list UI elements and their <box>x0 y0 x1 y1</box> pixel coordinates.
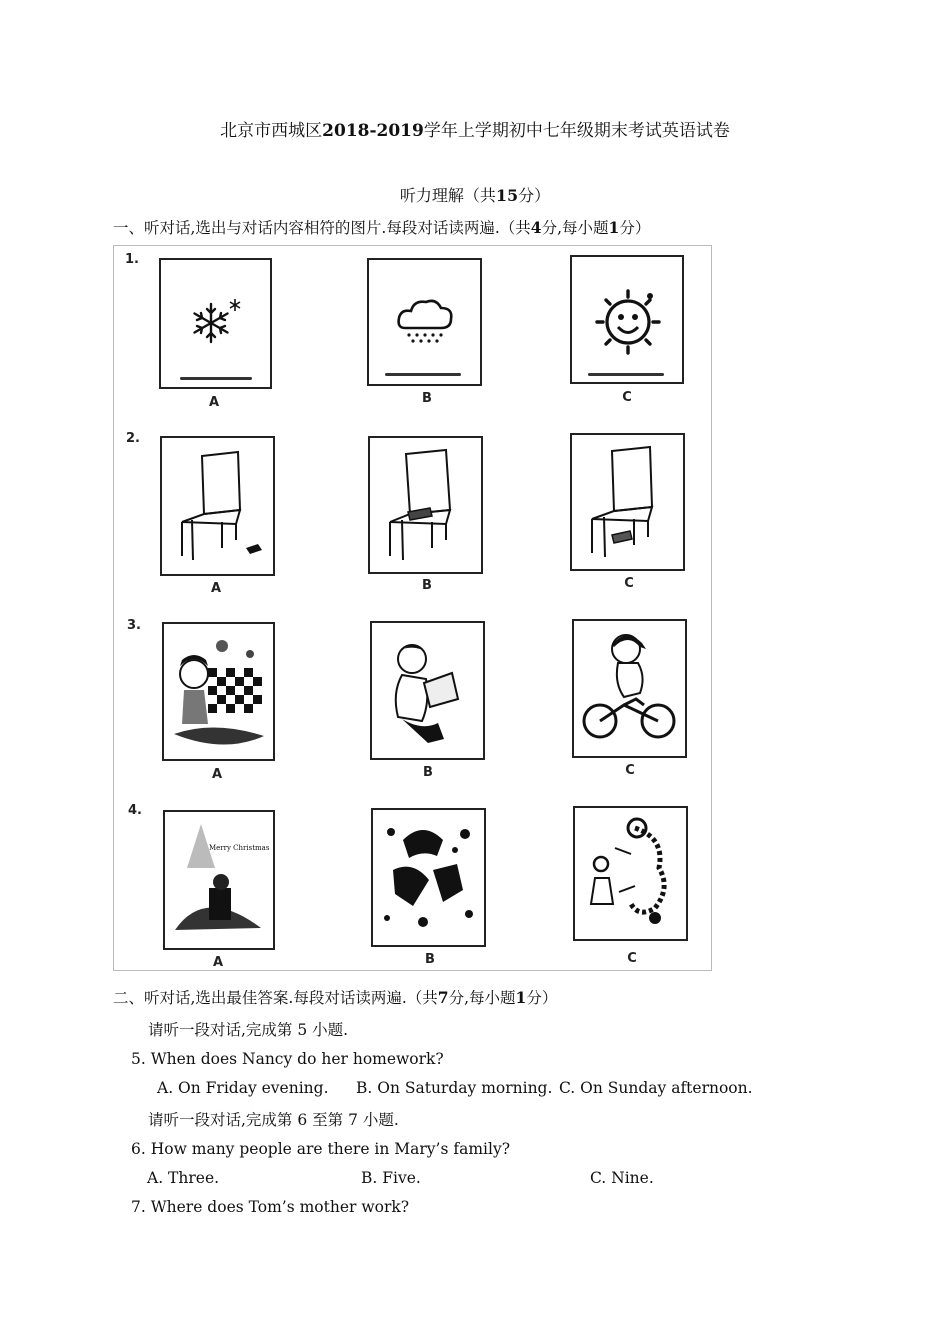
part-one-instruction: 一、听对话,选出与对话内容相符的图片.每段对话读两遍.（共4分,每小题1分） <box>113 218 651 237</box>
option-4a-frame[interactable] <box>163 810 275 950</box>
q5-option-c[interactable]: C. On Sunday afternoon. <box>559 1079 753 1097</box>
question-6: 6. How many people are there in Mary’s family? <box>131 1140 511 1158</box>
option-label: A <box>212 955 224 970</box>
instruction-q6-q7: 请听一段对话,完成第 6 至第 7 小题. <box>148 1111 399 1129</box>
question-number: 4. <box>128 803 142 818</box>
q5-option-b[interactable]: B. On Saturday morning. <box>356 1079 553 1097</box>
option-4b-frame[interactable] <box>371 808 486 947</box>
rain-cloud-icon <box>369 260 480 384</box>
section-heading-listening: 听力理解（共15分） <box>399 186 551 205</box>
q6-option-a[interactable]: A. Three. <box>147 1169 220 1187</box>
picture-baseline <box>180 377 252 380</box>
option-3a-frame[interactable] <box>162 622 275 761</box>
option-label: B <box>423 765 433 780</box>
christmas-text: Merry Christmas <box>209 844 270 852</box>
question-number: 2. <box>126 431 140 446</box>
option-2b-frame[interactable] <box>368 436 483 574</box>
picture-baseline <box>385 373 461 376</box>
option-1c-frame[interactable] <box>570 255 684 384</box>
question-number: 3. <box>127 618 141 633</box>
instruction-q5: 请听一段对话,完成第 5 小题. <box>148 1021 349 1039</box>
option-4c-frame[interactable] <box>573 806 688 941</box>
chair-book-beside-icon <box>162 438 273 574</box>
christmas-scene-image <box>165 812 273 948</box>
option-2c-frame[interactable] <box>570 433 685 571</box>
option-1b-frame[interactable] <box>367 258 482 386</box>
chair-book-under-icon <box>572 435 683 569</box>
option-label: A <box>210 581 222 596</box>
picture-baseline <box>588 373 664 376</box>
option-label: C <box>627 951 637 966</box>
page-title: 北京市西城区2018-2019学年上学期初中七年级期末考试英语试卷 <box>220 121 730 141</box>
option-label: C <box>624 576 634 591</box>
boy-riding-bike-image <box>574 621 685 756</box>
option-3c-frame[interactable] <box>572 619 687 758</box>
option-label: B <box>422 391 432 406</box>
chair-book-on-icon <box>370 438 481 572</box>
option-label: A <box>208 395 220 410</box>
question-number: 1. <box>125 252 139 267</box>
boy-playing-chess-image <box>164 624 273 759</box>
option-label: A <box>211 767 223 782</box>
question-5: 5. When does Nancy do her homework? <box>131 1050 444 1068</box>
option-3b-frame[interactable] <box>370 621 485 760</box>
q6-option-b[interactable]: B. Five. <box>361 1169 421 1187</box>
question-7: 7. Where does Tom’s mother work? <box>131 1198 410 1216</box>
snowflake-icon <box>161 260 270 387</box>
dragon-dance-image <box>575 808 686 939</box>
option-label: B <box>425 952 435 967</box>
part-two-instruction: 二、听对话,选出最佳答案.每段对话读两遍.（共7分,每小题1分） <box>113 988 558 1007</box>
boy-reading-image <box>372 623 483 758</box>
q5-option-a[interactable]: A. On Friday evening. <box>157 1079 329 1097</box>
option-label: C <box>622 390 632 405</box>
smiling-sun-icon <box>572 257 682 382</box>
festival-scene-image <box>373 810 484 945</box>
option-label: C <box>625 763 635 778</box>
q6-option-c[interactable]: C. Nine. <box>590 1169 654 1187</box>
option-label: B <box>422 578 432 593</box>
option-2a-frame[interactable] <box>160 436 275 576</box>
option-1a-frame[interactable] <box>159 258 272 389</box>
